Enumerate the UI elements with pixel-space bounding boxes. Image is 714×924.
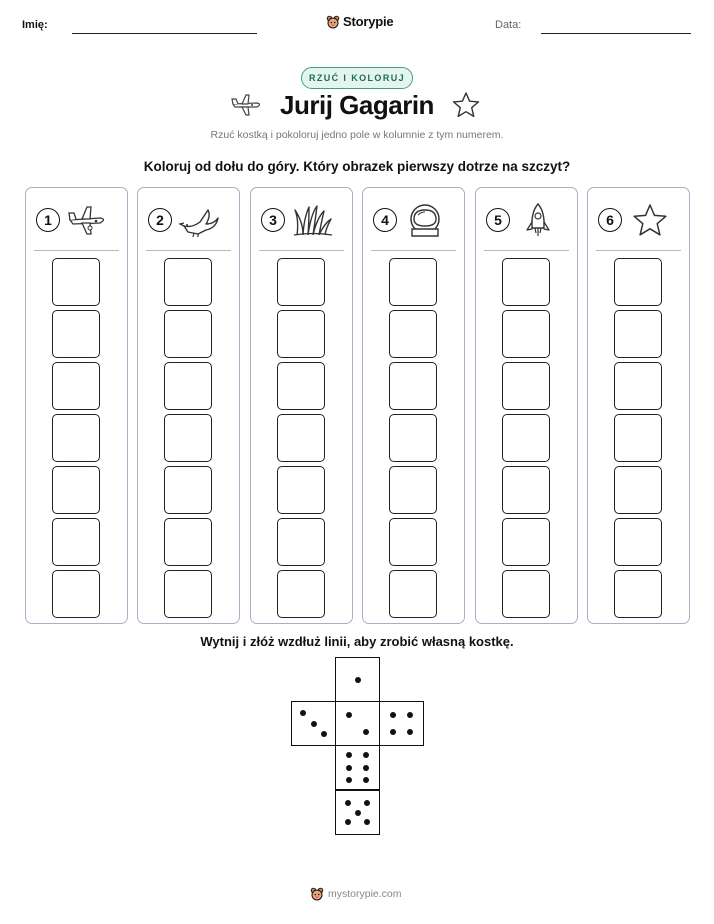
color-cell[interactable] xyxy=(502,258,550,306)
die-pip xyxy=(346,777,352,783)
die-pip xyxy=(407,712,413,718)
column-divider xyxy=(371,250,456,251)
page-title: Jurij Gagarin xyxy=(280,90,434,120)
die-pip xyxy=(300,710,306,716)
star-icon xyxy=(451,91,481,119)
die-pip xyxy=(364,819,370,825)
column-number: 3 xyxy=(261,208,285,232)
airplane-icon xyxy=(66,202,110,238)
column-header xyxy=(36,202,119,238)
color-cell[interactable] xyxy=(164,414,212,462)
color-cell[interactable] xyxy=(389,362,437,410)
color-cell[interactable] xyxy=(389,414,437,462)
die-face-5 xyxy=(335,790,380,835)
color-cell[interactable] xyxy=(502,414,550,462)
storypie-logo-icon xyxy=(310,887,324,901)
storypie-logo-icon xyxy=(326,15,340,29)
color-cell[interactable] xyxy=(164,310,212,358)
color-cell[interactable] xyxy=(389,310,437,358)
color-cell[interactable] xyxy=(502,518,550,566)
column-number: 2 xyxy=(148,208,172,232)
column-number: 5 xyxy=(486,208,510,232)
die-pip xyxy=(390,712,396,718)
color-cell[interactable] xyxy=(52,258,100,306)
die-pip xyxy=(346,712,352,718)
die-pip xyxy=(364,800,370,806)
name-line xyxy=(72,33,257,34)
color-cell[interactable] xyxy=(389,518,437,566)
column-5 xyxy=(475,187,578,624)
color-cell[interactable] xyxy=(52,518,100,566)
bird-icon xyxy=(178,202,222,238)
color-cell[interactable] xyxy=(389,466,437,514)
column-2 xyxy=(137,187,240,624)
die-pip xyxy=(321,731,327,737)
color-cell[interactable] xyxy=(277,466,325,514)
column-3 xyxy=(250,187,353,624)
color-cell[interactable] xyxy=(52,414,100,462)
column-divider xyxy=(259,250,344,251)
color-cell[interactable] xyxy=(52,362,100,410)
color-cell[interactable] xyxy=(614,258,662,306)
color-cell[interactable] xyxy=(277,362,325,410)
color-cell[interactable] xyxy=(164,570,212,618)
cut-instruction: Wytnij i złóż wzdłuż linii, aby zrobić własną kostkę. xyxy=(200,634,514,649)
color-cell[interactable] xyxy=(614,518,662,566)
die-pip xyxy=(345,819,351,825)
color-cell[interactable] xyxy=(164,258,212,306)
brand-name: Storypie xyxy=(343,14,394,29)
color-cell[interactable] xyxy=(614,362,662,410)
date-line xyxy=(541,33,691,34)
die-pip xyxy=(345,800,351,806)
die-pip xyxy=(346,752,352,758)
die-pip xyxy=(390,729,396,735)
color-cell[interactable] xyxy=(164,466,212,514)
color-cell[interactable] xyxy=(277,258,325,306)
column-header xyxy=(261,202,344,238)
die-face-3 xyxy=(291,701,336,746)
die-pip xyxy=(355,677,361,683)
grass-icon xyxy=(291,202,335,238)
die-pip xyxy=(346,765,352,771)
die-pip xyxy=(363,729,369,735)
die-face-6 xyxy=(335,745,380,790)
die-pip xyxy=(363,752,369,758)
column-divider xyxy=(34,250,119,251)
color-cell[interactable] xyxy=(614,414,662,462)
die-pip xyxy=(363,765,369,771)
color-cell[interactable] xyxy=(502,310,550,358)
column-6 xyxy=(587,187,690,624)
column-header xyxy=(373,202,456,238)
name-label: Imię: xyxy=(22,19,48,31)
die-face-4 xyxy=(379,701,424,746)
activity-badge: RZUĆ I KOLORUJ xyxy=(301,67,413,89)
color-cell[interactable] xyxy=(277,310,325,358)
color-cell[interactable] xyxy=(164,362,212,410)
color-cell[interactable] xyxy=(502,570,550,618)
color-cell[interactable] xyxy=(502,466,550,514)
column-header xyxy=(148,202,231,238)
color-cell[interactable] xyxy=(614,570,662,618)
color-cell[interactable] xyxy=(277,570,325,618)
star-icon xyxy=(628,202,672,238)
column-number: 1 xyxy=(36,208,60,232)
column-4 xyxy=(362,187,465,624)
color-cell[interactable] xyxy=(389,570,437,618)
die-face-1 xyxy=(335,657,380,702)
column-number: 4 xyxy=(373,208,397,232)
footer xyxy=(310,887,402,901)
die-pip xyxy=(311,721,317,727)
column-header xyxy=(598,202,681,238)
color-cell[interactable] xyxy=(614,466,662,514)
column-1 xyxy=(25,187,128,624)
column-divider xyxy=(596,250,681,251)
color-cell[interactable] xyxy=(164,518,212,566)
rocket-icon xyxy=(516,202,560,238)
color-cell[interactable] xyxy=(389,258,437,306)
column-divider xyxy=(484,250,569,251)
die-face-2 xyxy=(335,701,380,746)
subtitle: Rzuć kostką i pokoloruj jedno pole w kolumnie z tym numerem. xyxy=(210,129,504,141)
astronaut-helmet-icon xyxy=(403,202,447,238)
column-header xyxy=(486,202,569,238)
color-cell[interactable] xyxy=(52,466,100,514)
column-divider xyxy=(146,250,231,251)
die-pip xyxy=(407,729,413,735)
instruction: Koloruj od dołu do góry. Który obrazek pierwszy dotrze na szczyt? xyxy=(143,159,571,174)
column-number: 6 xyxy=(598,208,622,232)
brand xyxy=(326,14,393,29)
color-cell[interactable] xyxy=(277,414,325,462)
footer-url: mystorypie.com xyxy=(328,888,402,900)
die-pip xyxy=(363,777,369,783)
date-label: Data: xyxy=(495,19,522,31)
color-cell[interactable] xyxy=(277,518,325,566)
color-cell[interactable] xyxy=(502,362,550,410)
color-cell[interactable] xyxy=(52,310,100,358)
color-cell[interactable] xyxy=(614,310,662,358)
die-pip xyxy=(355,810,361,816)
color-cell[interactable] xyxy=(52,570,100,618)
